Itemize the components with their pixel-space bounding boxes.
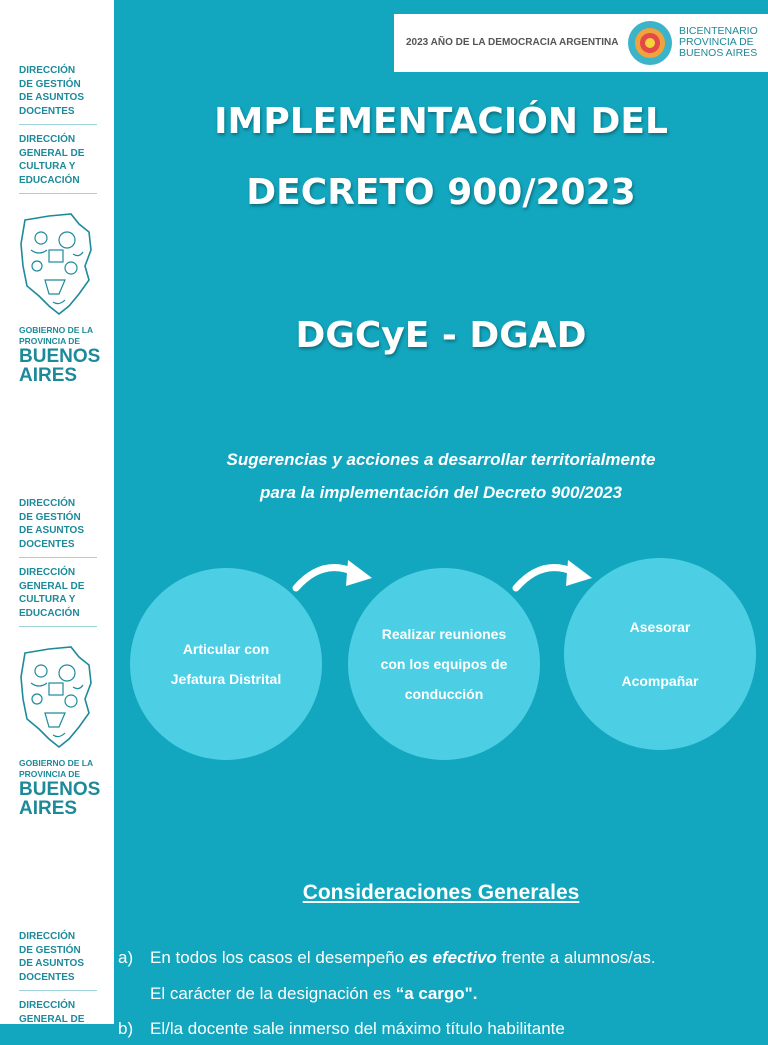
- direccion-general-label: DIRECCIÓN GENERAL DE CULTURA Y EDUCACIÓN: [19, 567, 85, 619]
- org-title: DGCyE - DGAD: [295, 315, 587, 356]
- divider: [19, 193, 97, 194]
- item-text: frente a alumnos/as.: [496, 948, 656, 967]
- bicentenario-sun-icon: [626, 19, 674, 67]
- top-banner: [394, 14, 768, 72]
- buenos-aires-label: BUENOS AIRES: [19, 779, 101, 819]
- item-bold: “a cargo".: [395, 984, 478, 1003]
- sidebar-block: [19, 497, 99, 818]
- democracia-banner-text: 2023 AÑO DE LA DEMOCRACIA ARGENTINA: [406, 37, 619, 48]
- province-map-logo-icon: [19, 210, 97, 315]
- divider: [19, 557, 97, 558]
- sidebar-block: [19, 64, 99, 385]
- list-item: [118, 1012, 565, 1045]
- direccion-gestion-label: DIRECCIÓN DE GESTIÓN DE ASUNTOS DOCENTES: [19, 931, 85, 983]
- step-text: Articular con: [182, 641, 270, 657]
- step-text: conducción: [404, 686, 484, 702]
- considerations-title: Consideraciones Generales: [302, 881, 580, 904]
- province-map-logo-icon: [19, 643, 97, 748]
- item-text: El carácter de la designación es: [150, 984, 396, 1003]
- divider: [19, 626, 97, 627]
- step-text: Acompañar: [621, 673, 699, 689]
- step-text: con los equipos de: [380, 656, 508, 672]
- divider: [19, 990, 97, 991]
- subtitle-line-2: para la implementación del Decreto 900/2023: [260, 483, 622, 502]
- divider: [19, 124, 97, 125]
- item-label: b): [118, 1019, 134, 1038]
- direccion-general-label: DIRECCIÓN GENERAL DE CULTURA Y EDUCACIÓN: [19, 134, 85, 186]
- list-item: [118, 941, 656, 974]
- bicentenario-label: BICENTENARIO PROVINCIA DE BUENOS AIRES: [679, 25, 758, 59]
- subtitle-line-1: Sugerencias y acciones a desarrollar territorialmente: [226, 450, 656, 469]
- step-circle-articular: [130, 568, 322, 760]
- step-circle-reuniones: [348, 568, 540, 760]
- item-label: a): [118, 948, 134, 967]
- step-circle-asesorar: [564, 558, 756, 750]
- list-item-continuation: [118, 977, 477, 1010]
- direccion-general-label: DIRECCIÓN GENERAL DE: [19, 1000, 85, 1024]
- step-text: Asesorar: [629, 619, 691, 635]
- page-title-line-2: DECRETO 900/2023: [246, 172, 636, 213]
- direccion-gestion-label: DIRECCIÓN DE GESTIÓN DE ASUNTOS DOCENTES: [19, 498, 85, 550]
- sidebar-block: [19, 930, 99, 1024]
- gobierno-label: GOBIERNO DE LA PROVINCIA DE: [19, 758, 94, 779]
- item-text: El/la docente sale inmerso del máximo título habilitante: [150, 1019, 565, 1038]
- buenos-aires-label: BUENOS AIRES: [19, 346, 101, 386]
- item-text: En todos los casos el desempeño: [150, 948, 409, 967]
- page-title-line-1: IMPLEMENTACIÓN DEL: [214, 101, 668, 142]
- gobierno-label: GOBIERNO DE LA PROVINCIA DE: [19, 325, 94, 346]
- curved-arrow-icon: [292, 556, 372, 596]
- sidebar: [0, 0, 114, 1024]
- step-text: Jefatura Distrital: [170, 671, 282, 687]
- direccion-gestion-label: DIRECCIÓN DE GESTIÓN DE ASUNTOS DOCENTES: [19, 65, 85, 117]
- subtitle: [114, 443, 768, 509]
- curved-arrow-icon: [512, 556, 592, 596]
- step-text: Realizar reuniones: [381, 626, 507, 642]
- item-emphasis: es efectivo: [408, 948, 497, 967]
